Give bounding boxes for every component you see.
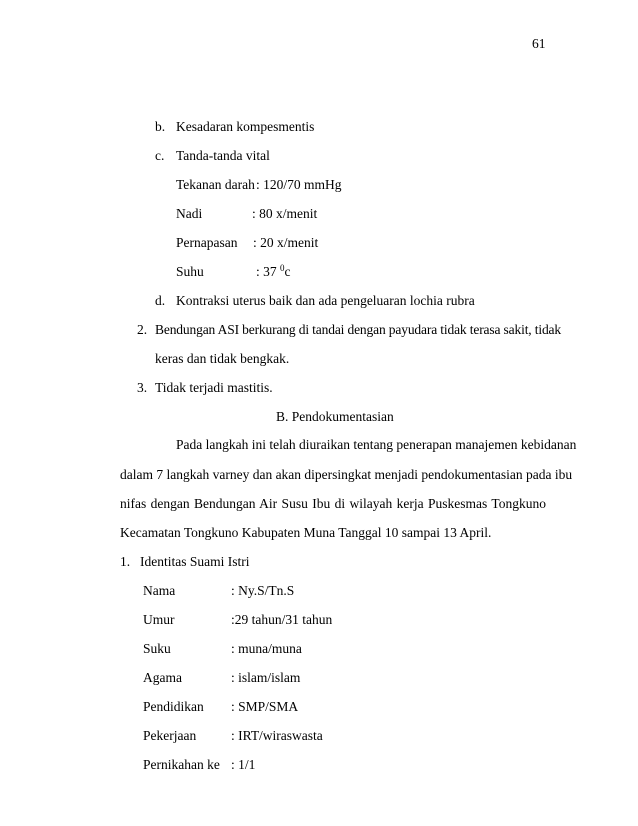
list-marker-b: b. (155, 119, 166, 134)
page-number: 61 (532, 36, 546, 51)
vital-value-nadi: : 80 x/menit (252, 206, 318, 221)
identity-label-pendidikan: Pendidikan (143, 699, 204, 714)
paragraph-line-1: Pada langkah ini telah diuraikan tentang penerapan manajemen kebidanan (176, 437, 577, 452)
paragraph-line-2: dalam 7 langkah varney dan akan dipersingkat menjadi pendokumentasian pada ibu (120, 467, 573, 482)
numbered-marker-3: 3. (137, 380, 148, 395)
numbered-item-2-line2: keras dan tidak bengkak. (155, 351, 290, 366)
identity-label-umur: Umur (143, 612, 175, 627)
vital-value-tekanan: : 120/70 mmHg (256, 177, 342, 192)
list-item-b: Kesadaran kompesmentis (176, 119, 315, 134)
identity-label-pekerjaan: Pekerjaan (143, 728, 197, 743)
vital-label-pernapasan: Pernapasan (176, 235, 238, 250)
identity-label-agama: Agama (143, 670, 182, 685)
section-title: B. Pendokumentasian (276, 409, 394, 424)
identity-value-umur: :29 tahun/31 tahun (231, 612, 333, 627)
identity-value-suku: : muna/muna (231, 641, 302, 656)
suhu-number: : 37 (256, 264, 277, 279)
vital-label-suhu: Suhu (176, 264, 204, 279)
identity-heading: Identitas Suami Istri (140, 554, 250, 569)
list-marker-d: d. (155, 293, 166, 308)
numbered-item-3: Tidak terjadi mastitis. (155, 380, 273, 395)
degree-superscript: 0 (280, 263, 285, 273)
vital-value-pernapasan: : 20 x/menit (253, 235, 319, 250)
suhu-unit: c (284, 264, 291, 279)
identity-value-nama: : Ny.S/Tn.S (231, 583, 295, 598)
identity-label-suku: Suku (143, 641, 171, 656)
numbered-marker-2: 2. (137, 322, 148, 337)
list-item-d: Kontraksi uterus baik dan ada pengeluaran lochia rubra (176, 293, 475, 308)
list-marker-c: c. (155, 148, 165, 163)
identity-label-nama: Nama (143, 583, 176, 598)
identity-value-pernikahan: : 1/1 (231, 757, 256, 772)
paragraph-line-3: nifas dengan Bendungan Air Susu Ibu di wilayah kerja Puskesmas Tongkuno (120, 496, 546, 511)
numbered-item-2-line1: Bendungan ASI berkurang di tandai dengan payudara tidak terasa sakit, tidak (155, 322, 561, 337)
identity-value-pekerjaan: : IRT/wiraswasta (231, 728, 323, 743)
identity-value-pendidikan: : SMP/SMA (231, 699, 299, 714)
identity-label-pernikahan: Pernikahan ke (143, 757, 220, 772)
list-item-c: Tanda-tanda vital (176, 148, 270, 163)
vital-label-nadi: Nadi (176, 206, 203, 221)
vital-label-tekanan: Tekanan darah (176, 177, 255, 192)
identity-heading-marker: 1. (120, 554, 131, 569)
vital-value-suhu (256, 265, 291, 279)
paragraph-line-4: Kecamatan Tongkuno Kabupaten Muna Tanggal 10 sampai 13 April. (120, 525, 492, 540)
identity-value-agama: : islam/islam (231, 670, 301, 685)
